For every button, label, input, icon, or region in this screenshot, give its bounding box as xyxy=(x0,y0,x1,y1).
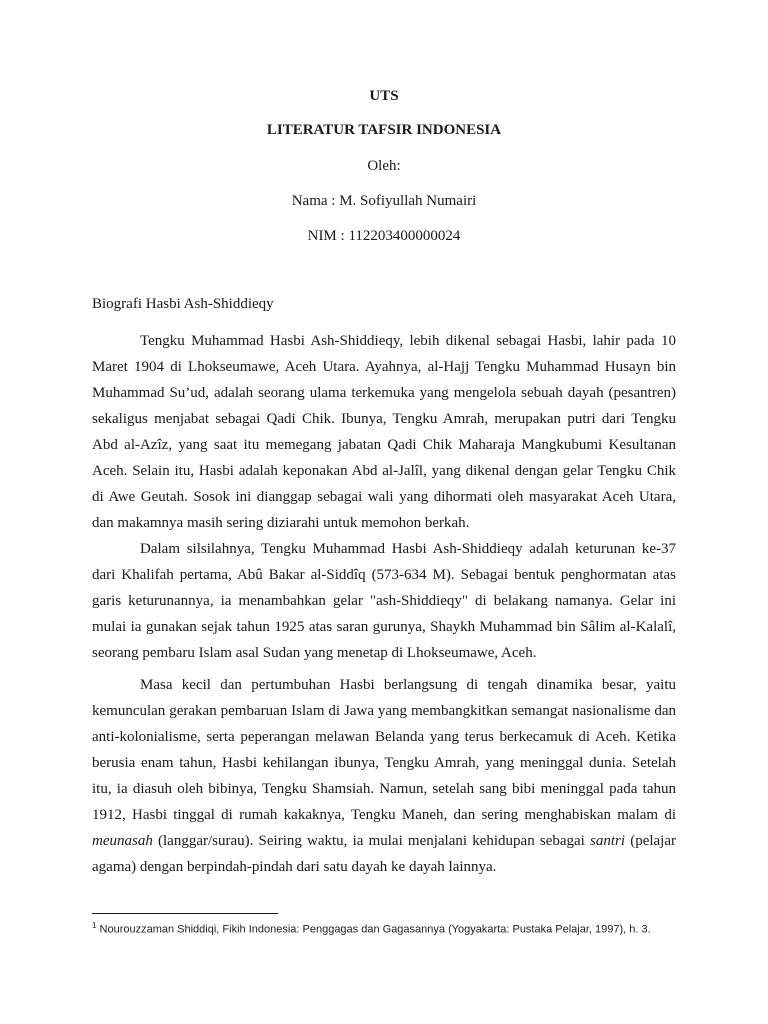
italic-term-santri: santri xyxy=(590,833,626,849)
author-label: Oleh: xyxy=(367,158,401,174)
document-subtitle: LITERATUR TAFSIR INDONESIA xyxy=(266,122,502,138)
paragraph-3 xyxy=(92,672,676,880)
footnote-marker: 1 xyxy=(92,921,97,930)
paragraph-2: Dalam silsilahnya, Tengku Muhammad Hasbi Ash-Shiddieqy adalah keturunan ke-37 dari Khalifah pertama, Abû Bakar al-Siddîq (573-634 M). Sebagai bentuk penghormatan atas garis keturunannya, ia menambahkan gelar "ash-Shiddieqy" di belakang namanya. Gelar ini mulai ia gunakan sejak tahun 1925 atas saran gurunya, Shaykh Muhammad bin Sâlim al-Kalalî, seorang pembaru Islam asal Sudan yang menetap di Lhokseumawe, Aceh. xyxy=(92,541,676,661)
student-id: NIM : 112203400000024 xyxy=(307,228,461,244)
document-title: UTS xyxy=(369,88,399,104)
section-heading: Biografi Hasbi Ash-Shiddieqy xyxy=(92,296,274,312)
paragraph-3-part-3: (pelajar agama) dengan berpindah-pindah dari satu dayah ke dayah lainnya. xyxy=(92,833,676,875)
footnote xyxy=(92,921,692,936)
author-name: Nama : M. Sofiyullah Numairi xyxy=(291,193,477,209)
italic-term-meunasah: meunasah xyxy=(92,833,153,849)
paragraph-3-part-1: Masa kecil dan pertumbuhan Hasbi berlangsung di tengah dinamika besar, yaitu kemunculan gerakan pembaruan Islam di Jawa yang membangkitkan semangat nasionalisme dan anti-kolonialisme, serta peperangan melawan Belanda yang terus berkecamuk di Aceh. Ketika berusia enam tahun, Hasbi kehilangan ibunya, Tengku Amrah, yang meninggal dunia. Setelah itu, ia diasuh oleh bibinya, Tengku Shamsiah. Namun, setelah sang bibi meninggal pada tahun 1912, Hasbi tinggal di rumah kakaknya, Tengku Maneh, dan sering menghabiskan malam di xyxy=(92,677,676,823)
footnote-divider xyxy=(92,913,278,914)
paragraph-3-part-2: (langgar/surau). Seiring waktu, ia mulai menjalani kehidupan sebagai xyxy=(152,833,591,849)
footnote-text: Nourouzzaman Shiddiqi, Fikih Indonesia: Penggagas dan Gagasannya (Yogyakarta: Pustaka Pelajar, 1997), h. 3. xyxy=(96,923,651,936)
paragraph-1: Tengku Muhammad Hasbi Ash-Shiddieqy, lebih dikenal sebagai Hasbi, lahir pada 10 Maret 1904 di Lhokseumawe, Aceh Utara. Ayahnya, al-Hajj Tengku Muhammad Husayn bin Muhammad Su’ud, adalah seorang ulama terkemuka yang mengelola sebuah dayah (pesantren) sekaligus menjabat sebagai Qadi Chik. Ibunya, Tengku Amrah, merupakan putri dari Tengku Abd al-Azîz, yang saat itu memegang jabatan Qadi Chik Maharaja Mangkubumi Kesultanan Aceh. Selain itu, Hasbi adalah keponakan Abd al-Jalîl, yang dikenal dengan gelar Tengku Chik di Awe Geutah. Sosok ini dianggap sebagai wali yang dihormati oleh masyarakat Aceh Utara, dan makamnya masih sering diziarahi untuk memohon berkah. xyxy=(92,333,676,531)
